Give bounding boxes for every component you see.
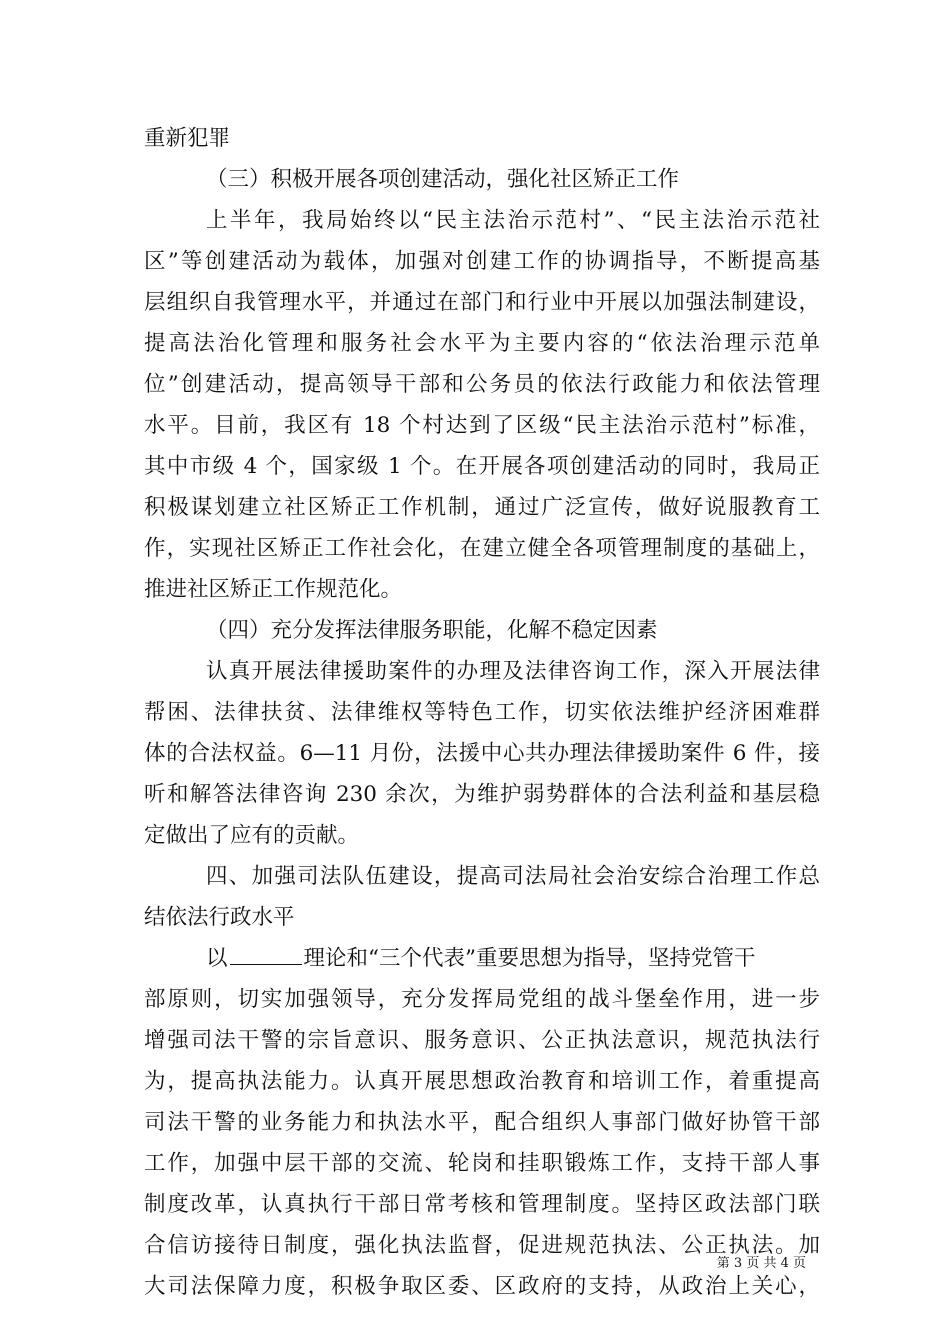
text-fragment: 以 bbox=[206, 946, 228, 971]
text-line: 制度改革，认真执行干部日常考核和管理制度。坚持区政法部门联 bbox=[144, 1192, 820, 1217]
text-line: 其中市级 4 个，国家级 1 个。在开展各项创建活动的同时，我局正 bbox=[144, 454, 820, 479]
text-line: 作，实现社区矫正工作社会化，在建立健全各项管理制度的基础上， bbox=[144, 536, 820, 561]
text-line: 工作，加强中层干部的交流、轮岗和挂职锻炼工作，支持干部人事 bbox=[144, 1151, 820, 1176]
text-fragment: 理论和“三个代表”重要思想为指导，坚持党管干 bbox=[303, 946, 756, 971]
text-line: 重新犯罪 bbox=[144, 126, 231, 151]
text-line: 合信访接待日制度，强化执法监督，促进规范执法、公正执法。加 bbox=[144, 1233, 820, 1258]
section-heading-four: 四、加强司法队伍建设，提高司法局社会治安综合治理工作总 bbox=[206, 864, 820, 889]
section-heading-4: （四）充分发挥法律服务职能，化解不稳定因素 bbox=[206, 618, 658, 643]
text-line: 增强司法干警的宗旨意识、服务意识、公正执法意识，规范执法行 bbox=[144, 1028, 820, 1053]
text-line: 层组织自我管理水平，并通过在部门和行业中开展以加强法制建设， bbox=[144, 290, 820, 315]
section-heading-3: （三）积极开展各项创建活动，强化社区矫正工作 bbox=[206, 167, 680, 192]
blank-underline bbox=[230, 940, 302, 965]
text-line: 水平。目前，我区有 18 个村达到了区级“民主法治示范村”标准， bbox=[144, 413, 820, 438]
text-line: 区”等创建活动为载体，加强对创建工作的协调指导，不断提高基 bbox=[144, 249, 820, 274]
text-line: 司法干警的业务能力和执法水平，配合组织人事部门做好协管干部 bbox=[144, 1110, 820, 1135]
text-line: 认真开展法律援助案件的办理及法律咨询工作，深入开展法律 bbox=[206, 659, 820, 684]
text-line: 提高法治化管理和服务社会水平为主要内容的“依法治理示范单 bbox=[144, 331, 820, 356]
text-line: 为，提高执法能力。认真开展思想政治教育和培训工作，着重提高 bbox=[144, 1069, 820, 1094]
text-line: 体的合法权益。6—11 月份，法援中心共办理法律援助案件 6 件，接 bbox=[144, 741, 820, 766]
text-line: 帮困、法律扶贫、法律维权等特色工作，切实依法维护经济困难群 bbox=[144, 700, 820, 725]
page-footer bbox=[0, 1252, 950, 1271]
text-line: 部原则，切实加强领导，充分发挥局党组的战斗堡垒作用，进一步 bbox=[144, 987, 820, 1012]
text-line: 上半年，我局始终以“民主法治示范村”、“民主法治示范社 bbox=[206, 208, 820, 233]
text-line: 听和解答法律咨询 230 余次，为维护弱势群体的合法利益和基层稳 bbox=[144, 782, 820, 807]
text-line: 积极谋划建立社区矫正工作机制，通过广泛宣传，做好说服教育工 bbox=[144, 495, 820, 520]
document-body bbox=[144, 118, 820, 1307]
text-line: 大司法保障力度，积极争取区委、区政府的支持，从政治上关心， bbox=[144, 1274, 820, 1299]
text-line: 结依法行政水平 bbox=[144, 905, 295, 930]
text-line-with-blank bbox=[144, 938, 820, 979]
text-line: 推进社区矫正工作规范化。 bbox=[144, 577, 403, 602]
page-number: 第 3 页 共 4 页 bbox=[716, 1256, 806, 1271]
text-line: 定做出了应有的贡献。 bbox=[144, 823, 360, 848]
text-line: 位”创建活动，提高领导干部和公务员的依法行政能力和依法管理 bbox=[144, 372, 820, 397]
